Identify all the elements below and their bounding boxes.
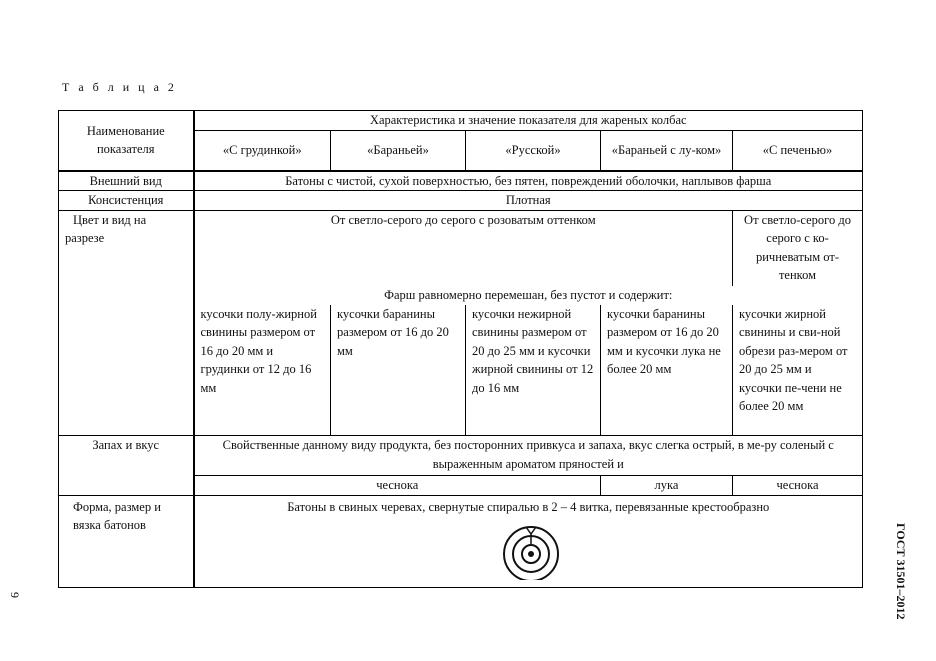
mince-cell-1: кусочки полу-жирной свинины размером от 16 до 20 мм и грудинки от 12 до 16 мм bbox=[194, 305, 331, 436]
document-code: ГОСТ 31501–2012 bbox=[894, 523, 908, 620]
header-product-5: «С печенью» bbox=[733, 131, 863, 171]
smell-suffix-garlic-1: чеснока bbox=[194, 476, 601, 496]
row-value-color-main: От светло-серого до серого с розоватым оттенком bbox=[194, 210, 733, 286]
row-value-consistency: Плотная bbox=[194, 191, 863, 211]
header-product-1: «С грудинкой» bbox=[194, 131, 331, 171]
row-label-appearance: Внешний вид bbox=[59, 171, 194, 191]
header-product-2: «Бараньей» bbox=[331, 131, 466, 171]
header-group-title: Характеристика и значение показателя для жареных колбас bbox=[194, 111, 863, 131]
mince-cell-5: кусочки жирной свинины и сви-ной обрези раз-мером от 20 до 25 мм и кусочки пе-чени не более 20 мм bbox=[733, 305, 863, 436]
row-label-smell: Запах и вкус bbox=[59, 436, 194, 496]
row-label-color-line1: Цвет и вид на bbox=[73, 212, 147, 227]
mince-cell-3: кусочки нежирной свинины размером от 20 до 25 мм и кусочки жирной свинины от 12 до 16 мм bbox=[466, 305, 601, 436]
row-label-color-line2: разрезе bbox=[65, 231, 105, 245]
header-product-4: «Бараньей с лу-ком» bbox=[601, 131, 733, 171]
smell-suffix-garlic-2: чеснока bbox=[733, 476, 863, 496]
mince-intro: Фарш равномерно перемешан, без пустот и содержит: bbox=[194, 286, 863, 305]
mince-cell-2: кусочки баранины размером от 16 до 20 мм bbox=[331, 305, 466, 436]
header-name-label: Наименование показателя bbox=[86, 123, 165, 157]
row-value-shape-text: Батоны в свиных черевах, свернутые спиралью в 2 – 4 витка, перевязанные крестообразно bbox=[287, 499, 770, 514]
sausage-spiral-icon bbox=[499, 524, 563, 580]
mince-cell-4: кусочки баранины размером от 16 до 20 мм и кусочки лука не более 20 мм bbox=[601, 305, 733, 436]
table-caption: Т а б л и ц а 2 bbox=[62, 80, 177, 94]
row-label-shape-line2: вязка батонов bbox=[73, 518, 146, 532]
characteristics-table bbox=[58, 110, 863, 588]
row-value-shape bbox=[194, 495, 863, 588]
smell-suffix-onion: лука bbox=[601, 476, 733, 496]
row-value-color-liver: От светло-серого до серого с ко-ричневатым от-тенком bbox=[733, 210, 863, 286]
row-value-smell: Свойственные данному виду продукта, без посторонних привкуса и запаха, вкус слегка острый, в ме-ру соленый с выраженным ароматом пряностей и bbox=[194, 436, 863, 476]
row-value-appearance: Батоны с чистой, сухой поверхностью, без пятен, повреждений оболочки, наплывов фарша bbox=[194, 171, 863, 191]
header-name-cell bbox=[59, 111, 194, 171]
row-label-consistency: Консистенция bbox=[59, 191, 194, 211]
page-number: 9 bbox=[8, 592, 22, 598]
row-label-color bbox=[59, 210, 194, 436]
header-product-3: «Русской» bbox=[466, 131, 601, 171]
row-label-shape-line1: Форма, размер и bbox=[73, 499, 161, 514]
row-label-shape bbox=[59, 495, 194, 588]
